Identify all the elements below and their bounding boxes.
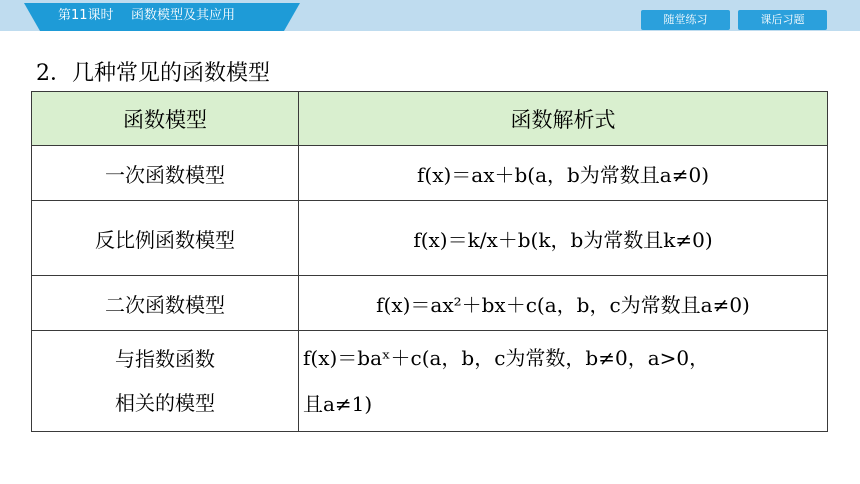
homework-button[interactable]: 课后习题	[738, 10, 827, 30]
formula-cell	[299, 331, 828, 432]
lesson-label: 第11课时	[58, 8, 114, 23]
section-title: 2．几种常见的函数模型	[36, 61, 270, 86]
topic-label: 函数模型及其应用	[131, 8, 236, 23]
table-row	[32, 201, 828, 276]
model-cell: 反比例函数模型	[32, 201, 299, 276]
formula-cell: f(x)＝ax＋b(a，b为常数且a≠0)	[299, 146, 828, 201]
practice-button[interactable]: 随堂练习	[641, 10, 730, 30]
lesson-tab	[40, 3, 284, 31]
header-cell-model: 函数模型	[32, 92, 299, 146]
model-cell: 一次函数模型	[32, 146, 299, 201]
model-line: 相关的模型	[115, 391, 215, 415]
function-model-table	[31, 91, 828, 432]
model-cell: 二次函数模型	[32, 276, 299, 331]
model-cell	[32, 331, 299, 432]
formula-cell: f(x)＝k/x＋b(k，b为常数且k≠0)	[299, 201, 828, 276]
formula-line: f(x)＝baˣ＋c(a，b，c为常数，b≠0，a>0，	[303, 346, 710, 370]
table-row	[32, 276, 828, 331]
formula-cell: f(x)＝ax²＋bx＋c(a，b，c为常数且a≠0)	[299, 276, 828, 331]
model-line: 与指数函数	[115, 347, 215, 371]
formula-line: 且a≠1)	[303, 392, 373, 416]
table-header-row	[32, 92, 828, 146]
table-row	[32, 146, 828, 201]
table-row	[32, 331, 828, 432]
header-cell-formula: 函数解析式	[299, 92, 828, 146]
